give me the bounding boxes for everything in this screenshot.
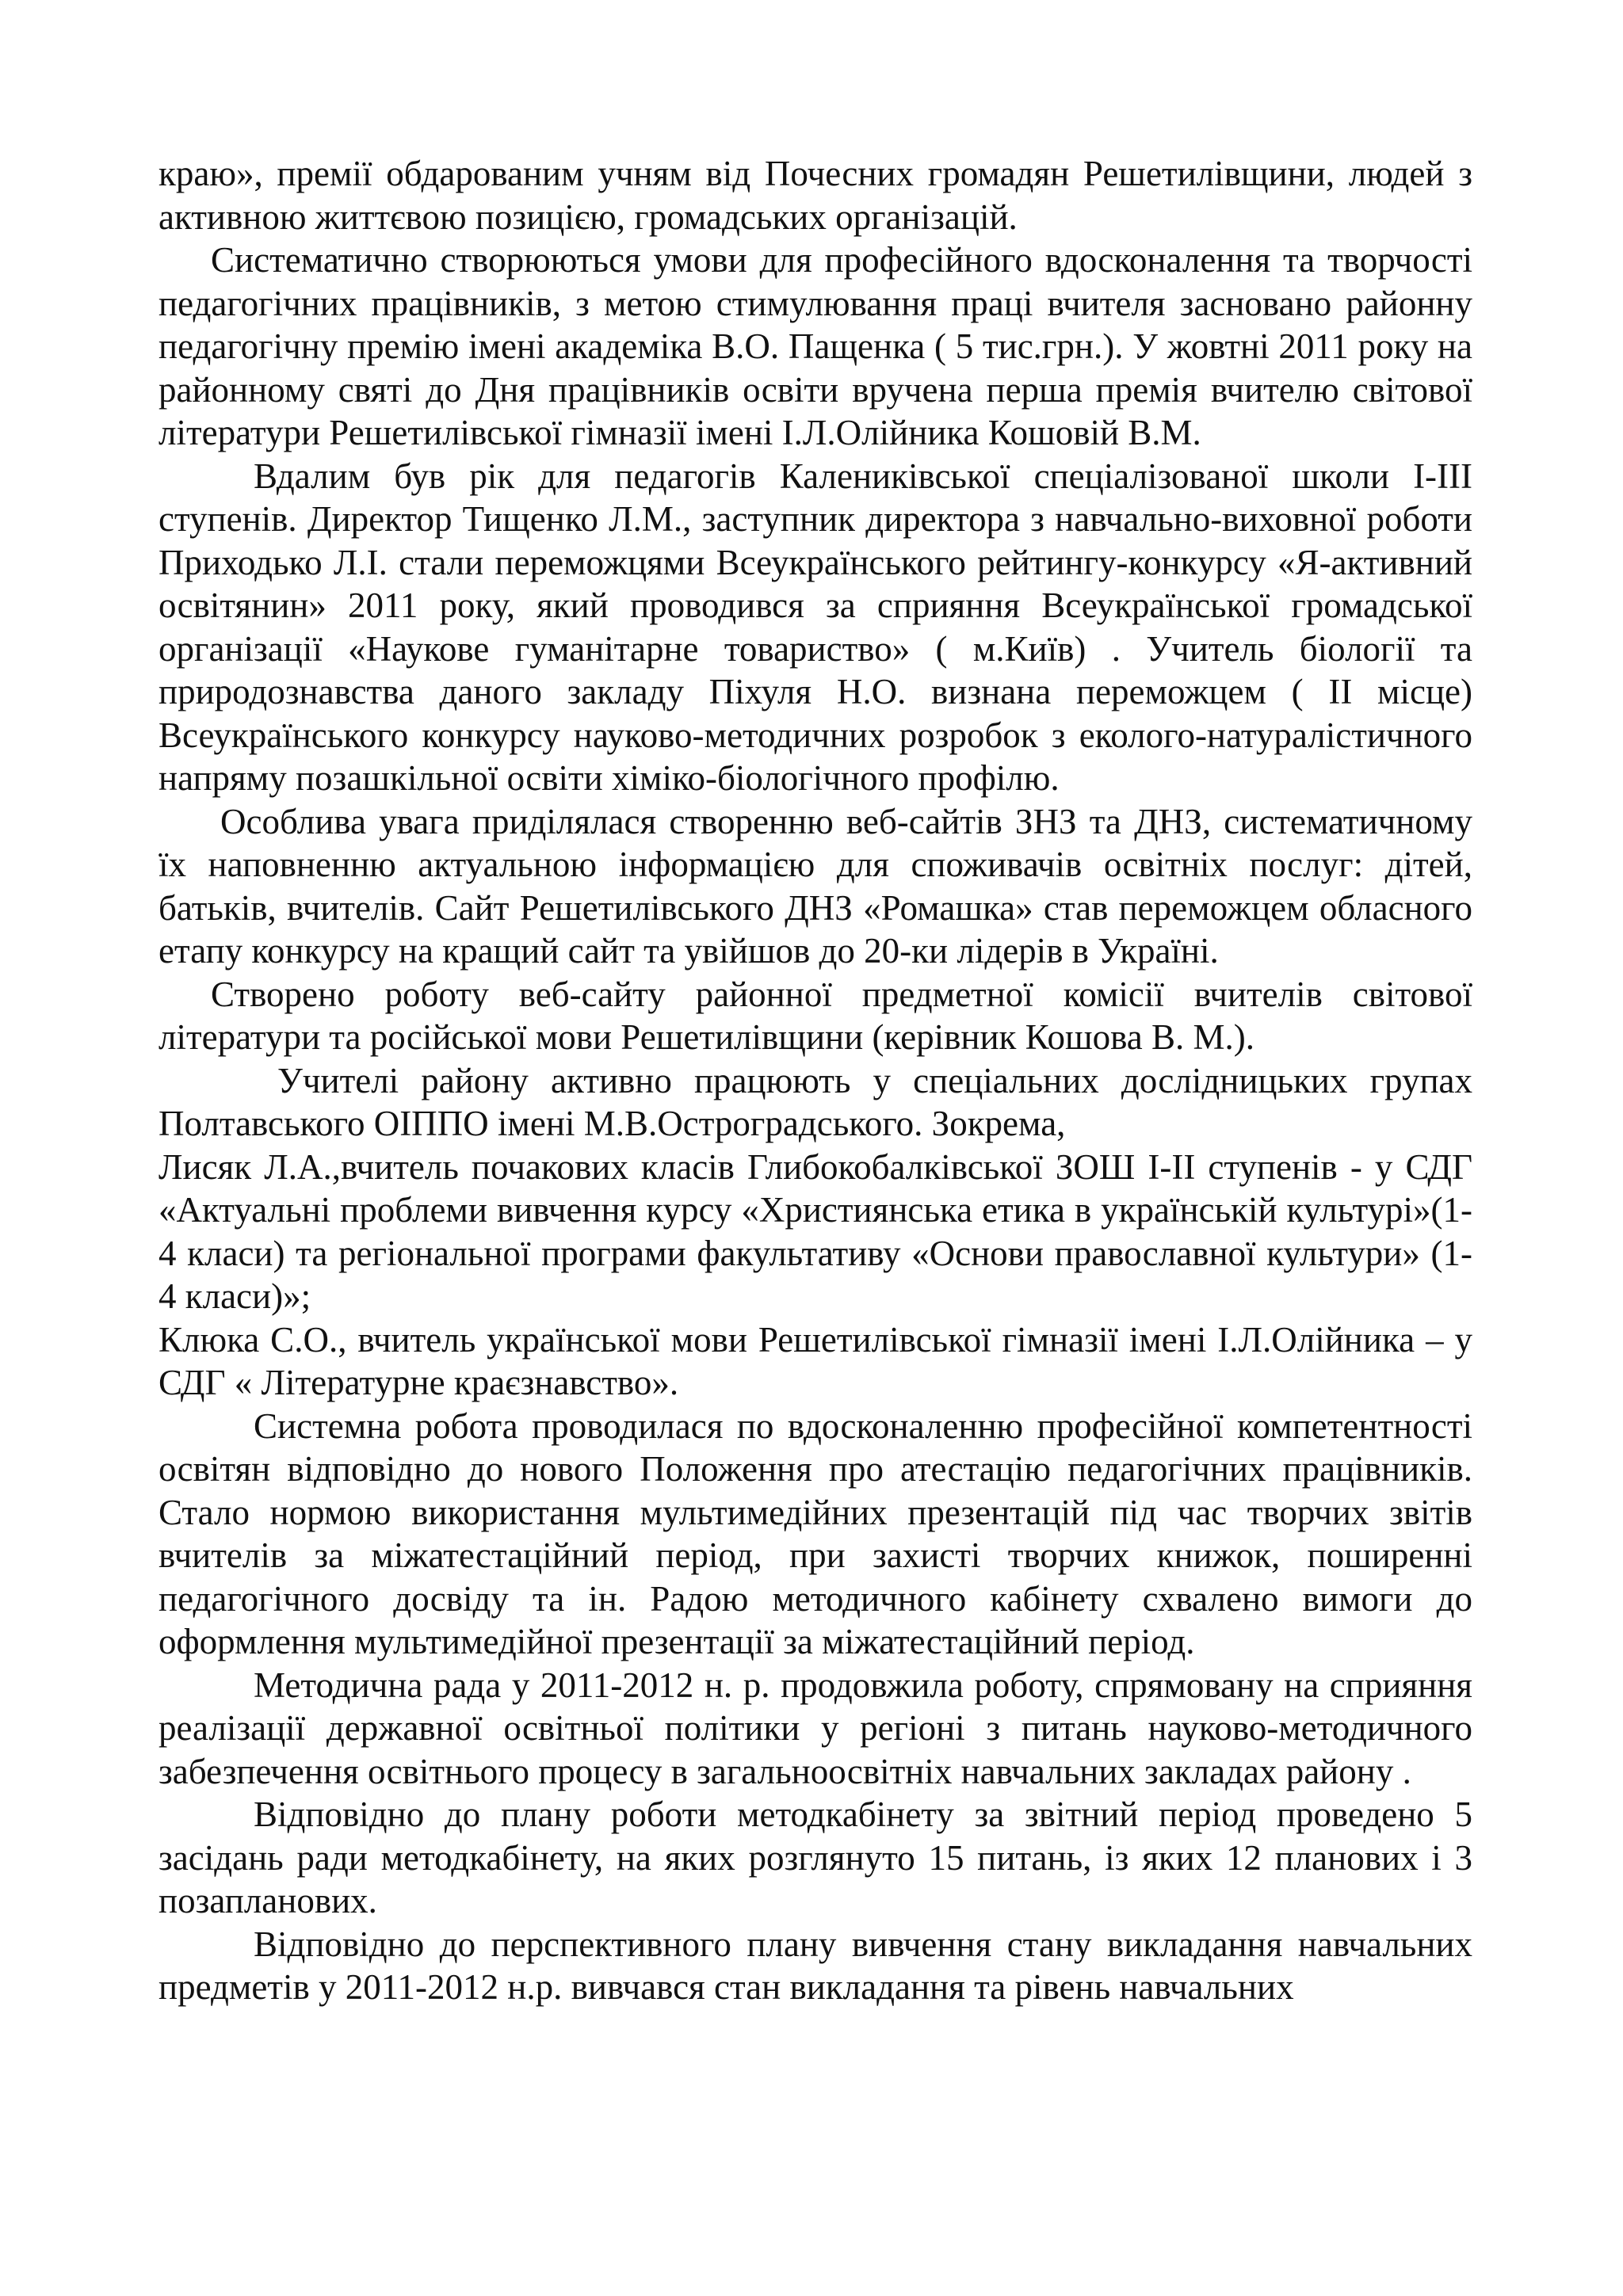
paragraph-kliuka: Клюка С.О., вчитель української мови Решетилівської гімназії імені І.Л.Олійника – у СДГ « Літературне краєзнавство». — [158, 1319, 1472, 1402]
paragraph-attestation: Системна робота проводилася по вдосконаленню професійної компетентності освітян відповідно до нового Положення про атестацію педагогічних працівників. Стало нормою використання мультимедійних презентацій під час творчих звітів вчителів за міжатестаційний період, при захисті творчих книжок, поширенні педагогічного досвіду та ін. Радою методичного кабінету схвалено вимоги до оформлення мультимедійної презентації за міжатестаційний період. — [158, 1405, 1472, 1661]
paragraph-methodical-council: Методична рада у 2011-2012 н. р. продовжила роботу, спрямовану на сприяння реалізації державної освітньої політики у регіоні з питань науково-методичного забезпечення освітнього процесу в загальноосвітніх навчальних закладах району . — [158, 1665, 1472, 1791]
paragraph-teaching-study: Відповідно до перспективного плану вивчення стану викладання навчальних предметів у 2011-2012 н.р. вивчався стан викладання та рівень навчальних — [158, 1924, 1472, 2007]
paragraph-websites: Особлива увага приділялася створенню веб-сайтів ЗНЗ та ДНЗ, систематичному їх наповненню актуальною інформацією для споживачів освітніх послуг: дітей, батьків, вчителів. Сайт Решетилівського ДНЗ «Ромашка» став переможцем обласного етапу конкурсу на кращий сайт та увійшов до 20-ки лідерів в Україні. — [158, 801, 1472, 971]
paragraph-awards-continuation: краю», премії обдарованим учням від Почесних громадян Решетилівщини, людей з активною життєвою позицією, громадських організацій. — [158, 154, 1472, 237]
paragraph-research-groups: Учителі району активно працюють у спеціальних дослідницьких групах Полтавського ОІППО імені М.В.Остроградського. Зокрема, — [158, 1060, 1472, 1143]
paragraph-commission-website: Створено роботу веб-сайту районної предметної комісії вчителів світової літератури та російської мови Решетилівщини (керівник Кошова В. М.). — [158, 974, 1472, 1057]
paragraph-kalenyky-school: Вдалим був рік для педагогів Калениківської спеціалізованої школи І-ІІІ ступенів. Директор Тищенко Л.М., заступник директора з навчально-виховної роботи Приходько Л.І. стали переможцями Всеукраїнського рейтингу-конкурсу «Я-активний освітянин» 2011 року, який проводився за сприяння Всеукраїнської громадської організації «Наукове гуманітарне товариство» ( м.Київ) . Учитель біології та природознавства даного закладу Піхуля Н.О. визнана переможцем ( ІІ місце) Всеукраїнського конкурсу науково-методичних розробок з еколого-натуралістичного напряму позашкільної освіти хіміко-біологічного профілю. — [158, 456, 1472, 798]
paragraph-council-meetings: Відповідно до плану роботи методкабінету за звітний період проведено 5 засідань ради методкабінету, на яких розглянуто 15 питань, із яких 12 планових і 3 позапланових. — [158, 1794, 1472, 1920]
paragraph-teacher-development: Систематично створюються умови для професійного вдосконалення та творчості педагогічних працівників, з метою стимулювання праці вчителя засновано районну педагогічну премію імені академіка В.О. Пащенка ( 5 тис.грн.). У жовтні 2011 року на районному святі до Дня працівників освіти вручена перша премія вчителю світової літератури Решетилівської гімназії імені І.Л.Олійника Кошовій В.М. — [158, 240, 1472, 452]
paragraph-lysiak: Лисяк Л.А.,вчитель почакових класів Глибокобалківської ЗОШ І-ІІ ступенів - у СДГ «Актуальні проблеми вивчення курсу «Християнська етика в українській культурі»(1-4 класи) та регіональної програми факультативу «Основи православної культури» (1-4 класи)»; — [158, 1146, 1472, 1316]
